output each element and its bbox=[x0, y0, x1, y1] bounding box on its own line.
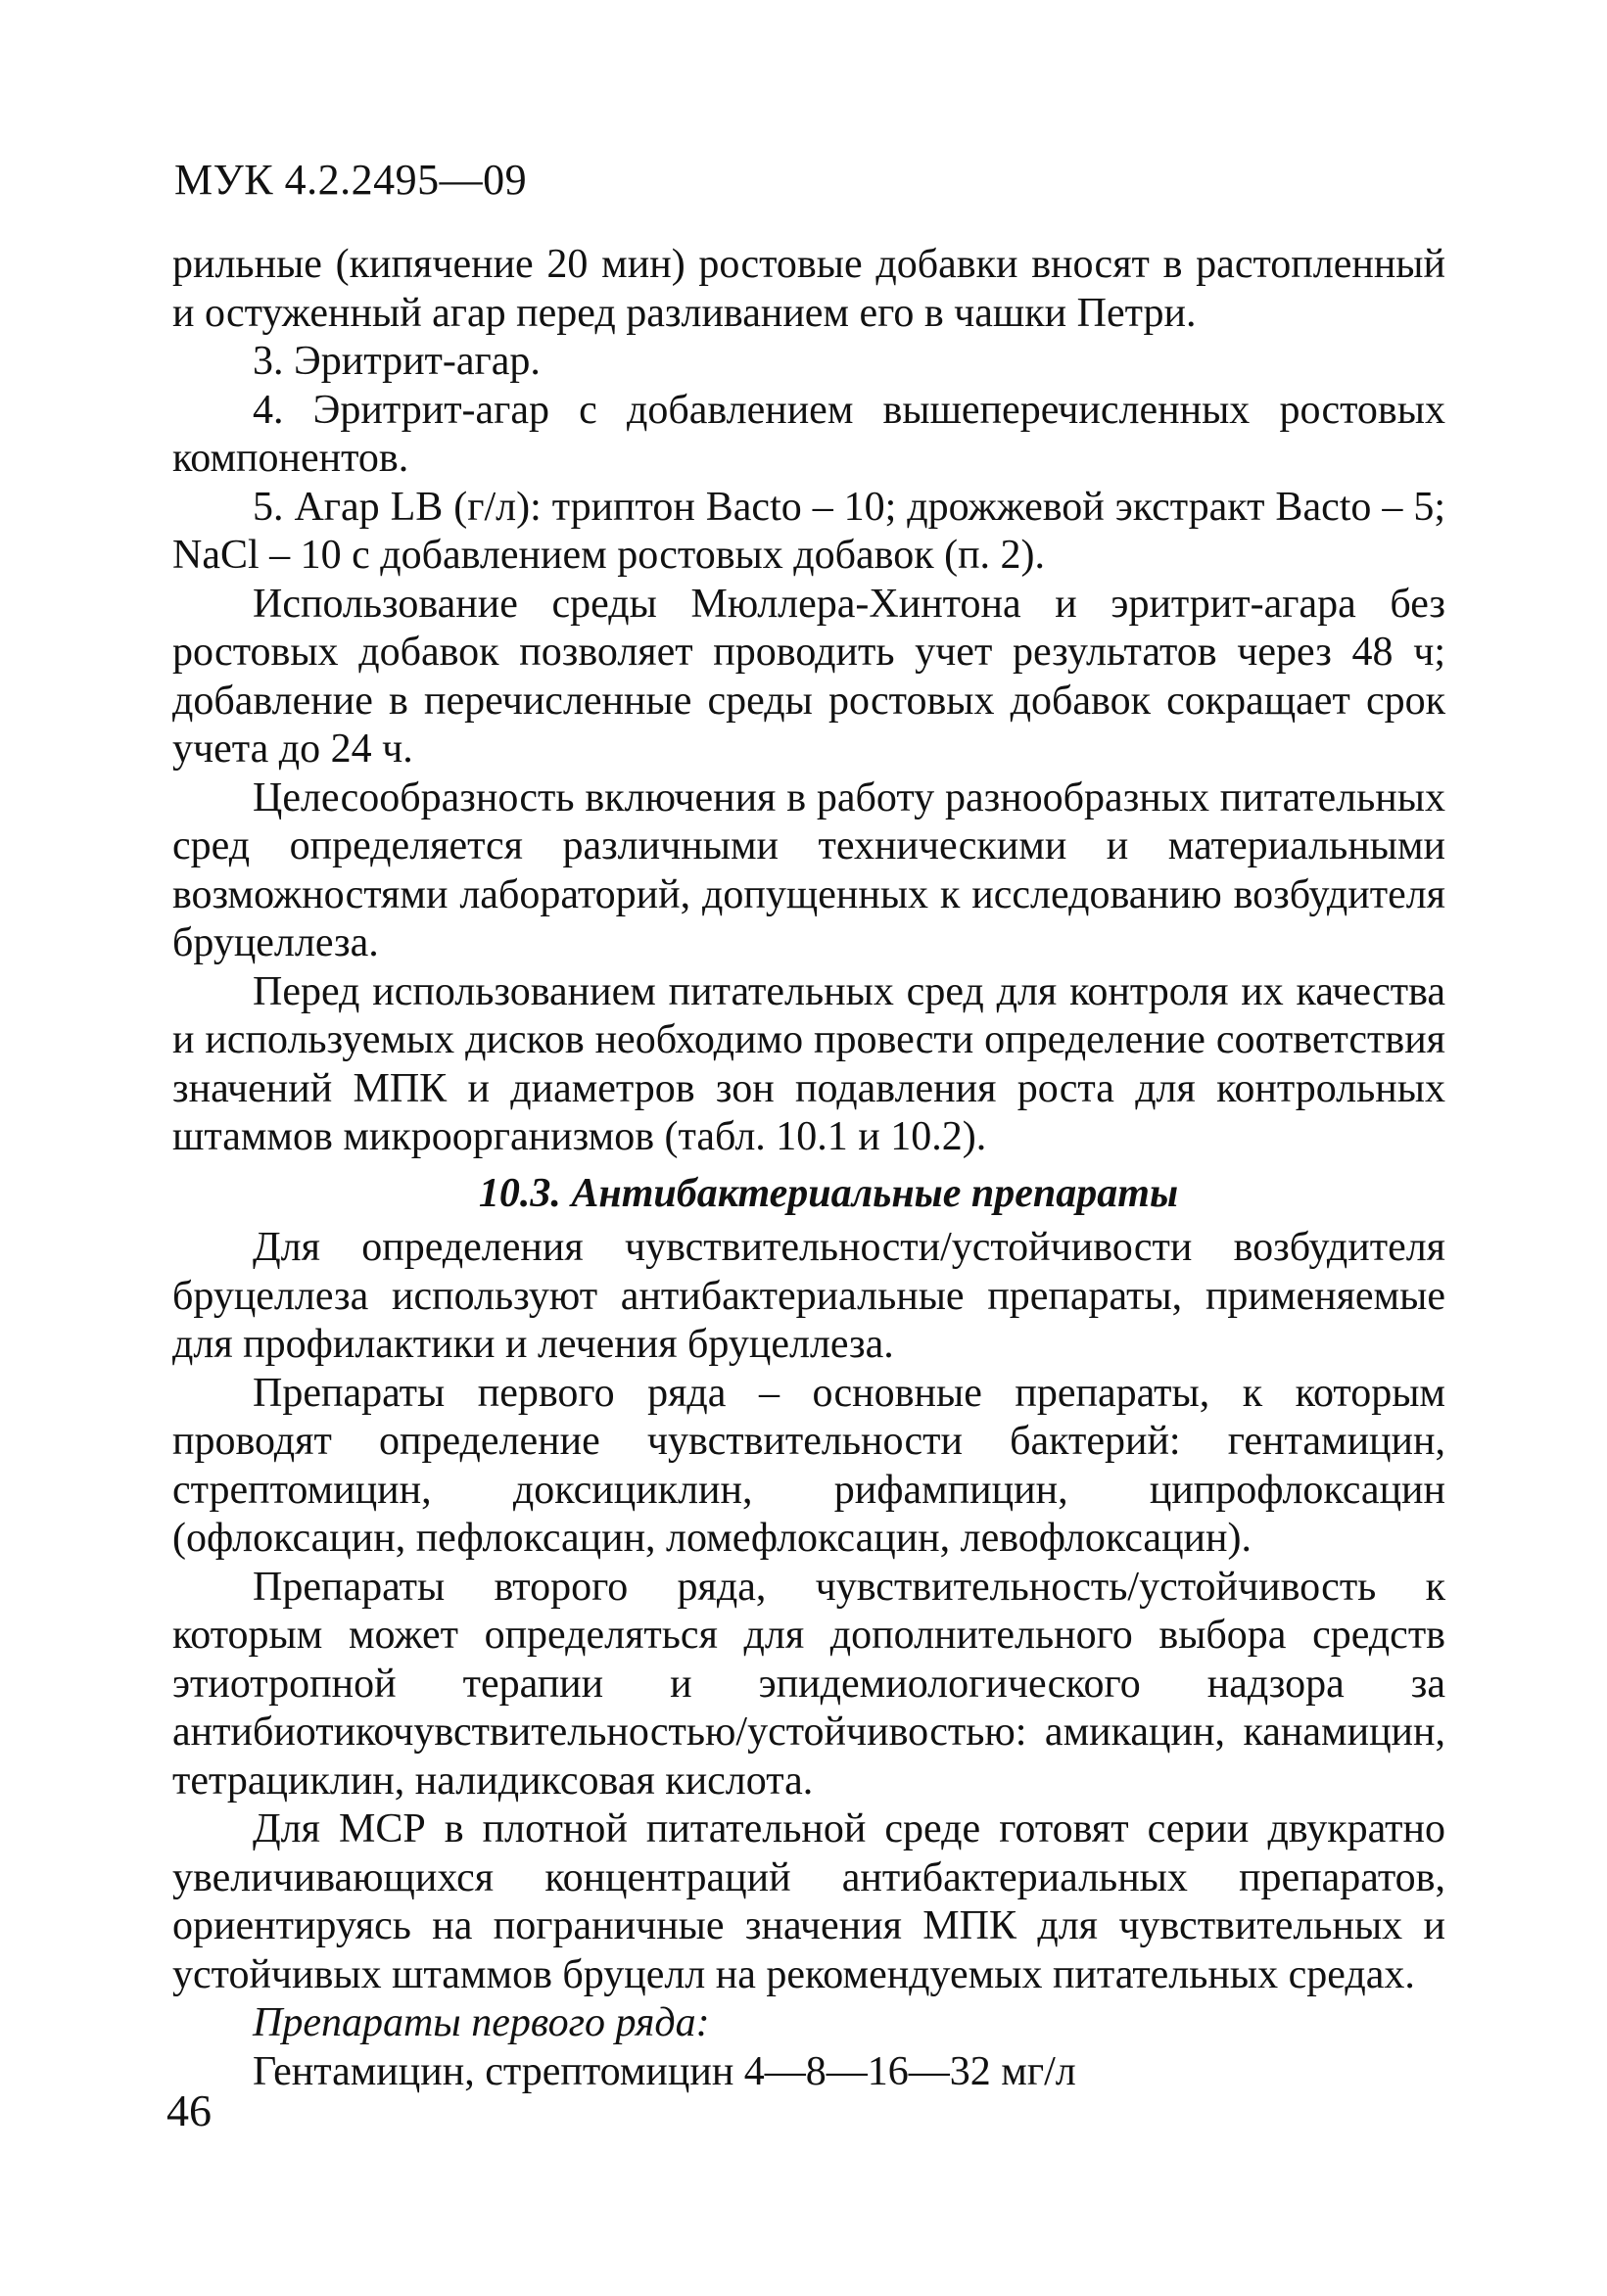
paragraph-media-usage: Использование среды Мюллера-Хинтона и эритрит-агара без ростовых добавок позволяет проводить учет результатов через 48 ч; добавление в перечисленные среды ростовых добавок сокращает срок учета до 24 ч. bbox=[172, 581, 1445, 772]
paragraph-msr-concentrations: Для МСР в плотной питательной среде готовят серии двукратно увеличивающихся концентраций антибактериальных препаратов, ориентируясь на пограничные значения МПК для чувствительных и устойчивых штаммов бруцелл на рекомендуемых питательных средах. bbox=[172, 1806, 1445, 1997]
document-code-header: МУК 4.2.2495—09 bbox=[174, 156, 528, 204]
list-item-3: 3. Эритрит-агар. bbox=[253, 339, 541, 384]
paragraph-continuation: рильные (кипячение 20 мин) ростовые добавки вносят в растопленный и остуженный агар перед разливанием его в чашки Петри. bbox=[172, 242, 1445, 336]
paragraph-media-choice: Целесообразность включения в работу разнообразных питательных сред определяется различными техническими и материальными возможностями лабораторий, допущенных к исследованию возбудителя бруцеллеза. bbox=[172, 774, 1445, 965]
paragraph-first-line-drugs: Препараты первого ряда – основные препараты, к которым проводят определение чувствительности бактерий: гентамицин, стрептомицин, доксициклин, рифампицин, ципрофлоксацин (офлоксацин, пефлоксацин, ломефлоксацин, левофлоксацин). bbox=[172, 1370, 1445, 1561]
dose-line: Гентамицин, стрептомицин 4—8—16—32 мг/л bbox=[253, 2048, 1076, 2094]
first-line-label: Препараты первого ряда: bbox=[253, 2000, 710, 2045]
page-body bbox=[172, 241, 1445, 2096]
list-item-4: 4. Эритрит-агар с добавлением вышеперечисленных ростовых компонентов. bbox=[172, 387, 1445, 481]
list-item-5: 5. Агар LB (г/л): триптон Bacto – 10; дрожжевой экстракт Bacto – 5; NaCl – 10 с добавлением ростовых добавок (п. 2). bbox=[172, 484, 1445, 578]
page-number: 46 bbox=[166, 2085, 212, 2135]
paragraph-second-line-drugs: Препараты второго ряда, чувствительность/устойчивость к которым может определяться для дополнительного выбора средств этиотропной терапии и эпидемиологического надзора за антибиотикочувствительностью/устойчивостью: амикацин, канамицин, тетрациклин, налидиксовая кислота. bbox=[172, 1564, 1445, 1804]
paragraph-antibacterial-intro: Для определения чувствительности/устойчивости возбудителя бруцеллеза используют антибактериальные препараты, применяемые для профилактики и лечения бруцеллеза. bbox=[172, 1225, 1445, 1367]
section-heading: 10.3. Антибактериальные препараты bbox=[478, 1170, 1179, 1216]
paragraph-quality-control: Перед использованием питательных сред для контроля их качества и используемых дисков необходимо провести определение соответствия значений МПК и диаметров зон подавления роста для контрольных штаммов микроорганизмов (табл. 10.1 и 10.2). bbox=[172, 968, 1445, 1159]
